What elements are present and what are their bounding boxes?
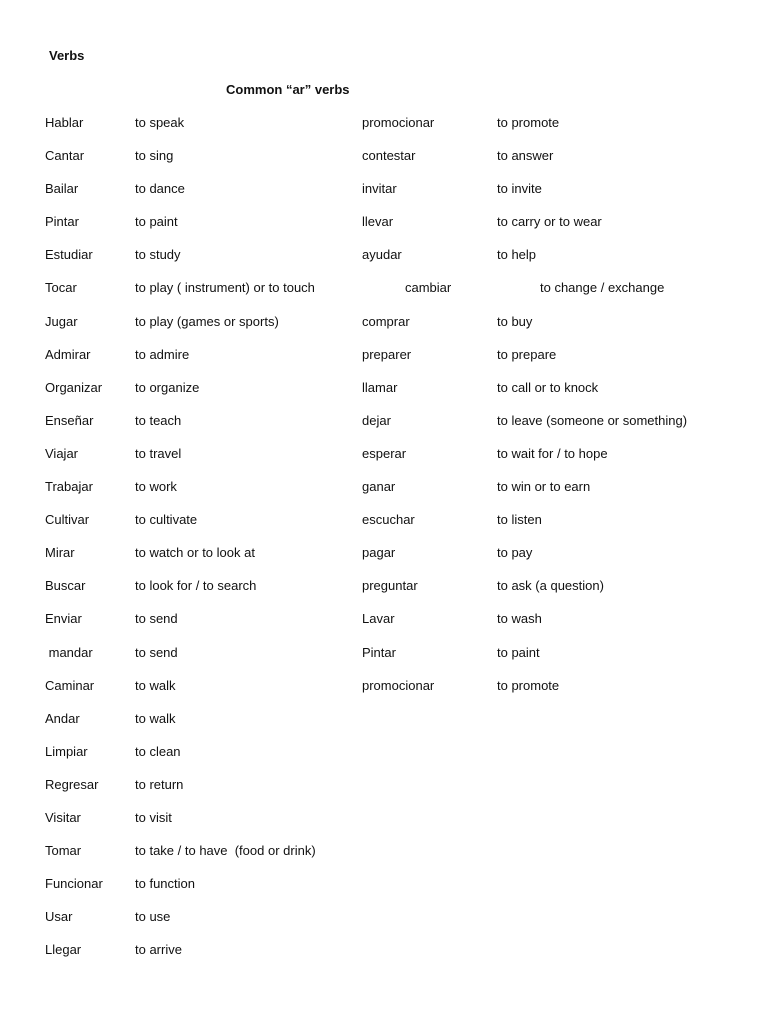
verb-spanish: Limpiar [45,743,88,759]
left-spanish-column [45,115,131,975]
verb-english: to work [135,479,177,495]
verb-english: to send [135,611,178,627]
verb-spanish: llevar [362,214,394,230]
verb-spanish: Lavar [362,611,395,627]
verb-english: to speak [135,115,185,130]
verb-english: to call or to knock [497,379,599,395]
verb-english: to win or to earn [497,479,591,495]
verb-english: to invite [497,181,542,197]
verb-english: to wait for / to hope [497,445,608,461]
verb-spanish: esperar [362,445,407,461]
verb-spanish: Tomar [45,843,82,859]
verb-english: to walk [135,710,176,726]
verb-spanish: Organizar [45,379,103,395]
verb-english: to cultivate [135,512,198,528]
verb-english: to function [135,876,195,892]
verb-english: to watch or to look at [135,545,255,561]
left-english-column [135,115,355,975]
verb-spanish: Cultivar [45,512,90,528]
verb-english: to sing [135,148,174,164]
verb-spanish: Llegar [45,942,82,958]
verb-english: to promote [497,677,560,693]
verb-english: to arrive [135,942,182,958]
verb-spanish: promocionar [362,677,435,693]
verb-spanish: Enviar [45,611,82,627]
verb-spanish: Admirar [45,346,91,362]
verb-spanish: Pintar [362,644,396,660]
verb-spanish: Enseñar [45,412,94,428]
verb-spanish: Trabajar [45,479,93,495]
verb-spanish: Bailar [45,181,79,197]
verb-english: to change / exchange [540,280,665,296]
verb-english: to play ( instrument) or to touch [135,280,315,296]
right-english-column [497,115,757,711]
verb-english: to paint [497,644,540,660]
verb-english: to wash [497,611,542,627]
verb-spanish: Tocar [45,280,77,296]
verb-english: to buy [497,313,533,329]
right-spanish-column [362,115,492,711]
verb-english: to walk [135,677,176,693]
verb-spanish: Pintar [45,214,79,230]
verb-spanish: Mirar [45,545,75,561]
verb-english: to teach [135,412,182,428]
verb-spanish: contestar [362,148,416,164]
verb-spanish: Funcionar [45,876,103,892]
verb-spanish: Buscar [45,578,86,594]
verb-spanish: preguntar [362,578,418,594]
verb-english: to promote [497,115,560,130]
verb-spanish: preparer [362,346,412,362]
page-title: Verbs [49,48,85,63]
verb-english: to leave (someone or something) [497,412,688,428]
verb-english: to ask (a question) [497,578,604,594]
verb-spanish: ganar [362,479,396,495]
verb-spanish: Viajar [45,445,79,461]
verb-spanish: dejar [362,412,391,428]
page-subtitle: Common “ar” verbs [226,82,350,97]
verb-english: to visit [135,809,172,825]
verb-english: to return [135,776,184,792]
verb-spanish: Usar [45,909,73,925]
verb-english: to use [135,909,171,925]
verb-english: to prepare [497,346,557,362]
verb-english: to take / to have (food or drink) [135,843,316,859]
verb-spanish: Hablar [45,115,84,130]
verb-spanish: Regresar [45,776,99,792]
verb-spanish: ayudar [362,247,402,263]
verb-english: to look for / to search [135,578,257,594]
verb-english: to dance [135,181,185,197]
verb-spanish: comprar [362,313,410,329]
verb-english: to pay [497,545,533,561]
verb-english: to play (games or sports) [135,313,279,329]
verb-spanish: Estudiar [45,247,93,263]
verb-spanish: pagar [362,545,396,561]
verb-spanish: cambiar [405,280,452,296]
verb-spanish: Caminar [45,677,95,693]
verb-english: to clean [135,743,181,759]
verb-english: to travel [135,445,182,461]
verb-english: to send [135,644,178,660]
verb-spanish: Andar [45,710,80,726]
verb-spanish: promocionar [362,115,435,130]
verb-english: to answer [497,148,554,164]
verb-english: to paint [135,214,178,230]
verb-spanish: Jugar [45,313,78,329]
verb-english: to admire [135,346,190,362]
verb-english: to study [135,247,181,263]
verb-english: to organize [135,379,200,395]
verb-spanish: invitar [362,181,397,197]
verb-spanish: mandar [45,644,93,660]
verb-english: to help [497,247,537,263]
verb-spanish: Visitar [45,809,81,825]
verb-spanish: escuchar [362,512,415,528]
verb-spanish: Cantar [45,148,85,164]
verb-english: to listen [497,512,542,528]
verb-english: to carry or to wear [497,214,602,230]
verb-spanish: llamar [362,379,398,395]
